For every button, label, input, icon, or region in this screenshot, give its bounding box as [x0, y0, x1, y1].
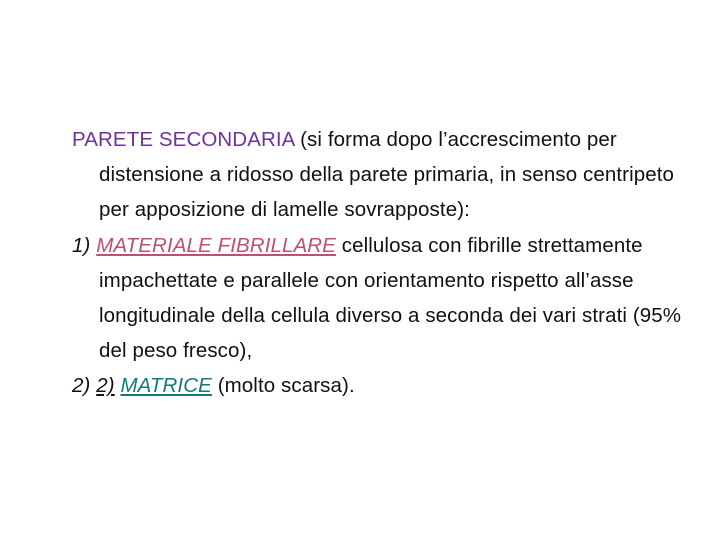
list-number-2-repeat: 2) — [96, 374, 115, 398]
secondary-wall-description: (si forma dopo l’accrescimento per distensione a ridosso della parete primaria, in senso centripeto per apposizione di lamelle sovrapposte): — [99, 128, 675, 222]
matrix-term: MATRICE — [120, 374, 212, 398]
list-item-matrix — [72, 368, 692, 403]
matrix-description: (molto scarsa). — [211, 374, 355, 398]
list-number-1: 1) — [72, 233, 91, 257]
list-item-fibrillar-material — [72, 228, 692, 369]
secondary-wall-heading: PARETE SECONDARIA — [72, 128, 295, 151]
slide-body — [72, 122, 692, 404]
list-number-2: 2) — [72, 374, 91, 398]
fibrillar-material-term: MATERIALE FIBRILLARE — [96, 233, 336, 257]
secondary-wall-paragraph — [72, 122, 692, 228]
fibrillar-material-description: cellulosa con fibrille strettamente impachettate e parallele con orientamento rispetto all’asse longitudinale della cellula diverso a seconda dei vari strati (95% del peso fresco), — [99, 233, 682, 363]
